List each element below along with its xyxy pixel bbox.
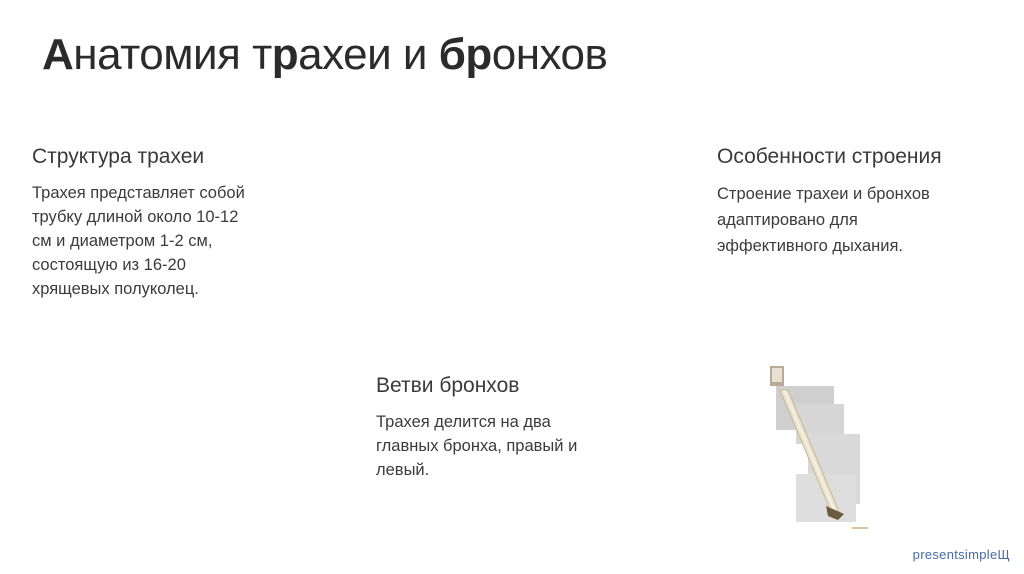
body-line: адаптировано для	[717, 211, 858, 229]
body-line: Трахея делится на два	[376, 413, 551, 431]
body-line: главных бронха, правый и	[376, 437, 578, 455]
body-line: см и диаметром 1-2 см,	[32, 232, 213, 250]
slide-title	[42, 30, 607, 80]
body-line: хрящевых полуколец.	[32, 280, 199, 298]
structure-features-block	[717, 145, 1017, 259]
block-heading: Особенности строения	[717, 145, 942, 168]
body-line: Трахея представляет собой	[32, 184, 245, 202]
title-fragment: р	[271, 30, 299, 79]
body-line: левый.	[376, 461, 430, 479]
title-fragment: А	[42, 30, 74, 79]
block-body	[32, 181, 322, 301]
block-heading: Структура трахеи	[32, 145, 205, 168]
body-line: Строение трахеи и бронхов	[717, 185, 930, 203]
trachea-structure-block	[32, 145, 322, 301]
body-line: состоящую из 16-20	[32, 256, 186, 274]
block-body	[717, 181, 1017, 259]
title-fragment: онхов	[491, 30, 608, 79]
title-fragment: ахеи и	[298, 30, 439, 79]
bronchi-branches-block	[376, 374, 646, 482]
body-line: трубку длиной около 10-12	[32, 208, 239, 226]
title-fragment: бр	[438, 30, 492, 79]
block-heading: Ветви бронхов	[376, 374, 520, 397]
trachea-illustration	[766, 364, 872, 532]
body-line: эффективного дыхания.	[717, 237, 903, 255]
title-fragment: натомия т	[73, 30, 272, 79]
presentsimple-logo[interactable]: presentsimpleЩ	[912, 547, 1010, 562]
block-body	[376, 410, 646, 482]
